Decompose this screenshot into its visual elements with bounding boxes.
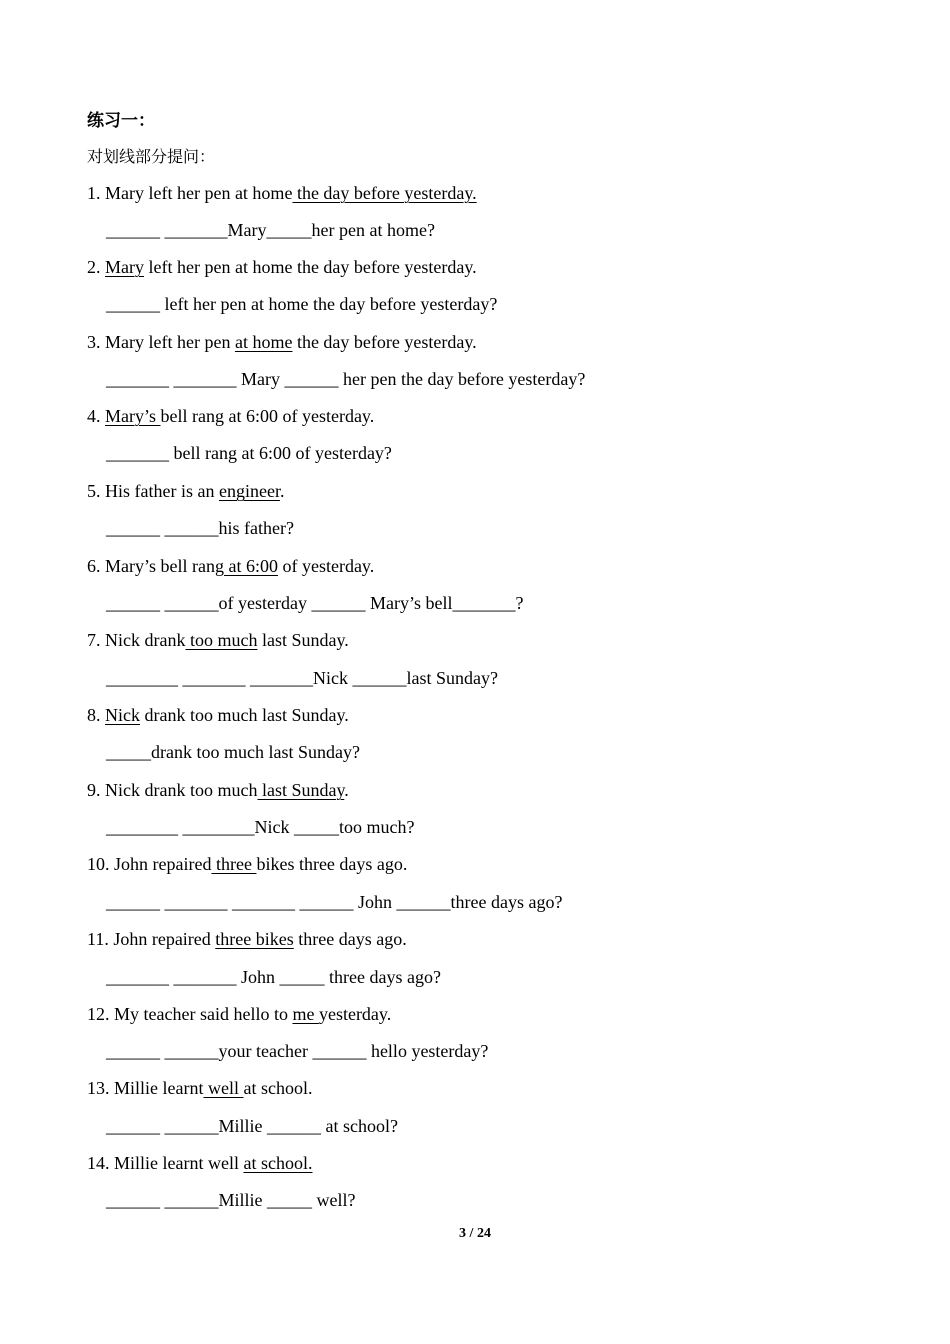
answer-line: ______ _______Mary_____her pen at home? [106, 220, 435, 240]
question-line: 10. John repaired three bikes three days ago. [87, 854, 408, 874]
answer-line: _____drank too much last Sunday? [106, 742, 360, 762]
question-line: 7. Nick drank too much last Sunday. [87, 630, 349, 650]
answer-line: ______ ______of yesterday ______ Mary’s bell_______? [106, 593, 524, 613]
question-line: 6. Mary’s bell rang at 6:00 of yesterday. [87, 556, 375, 576]
instruction-text: 对划线部分提问： [87, 147, 216, 166]
answer-line: ______ left her pen at home the day before yesterday? [106, 294, 498, 314]
question-line: 8. Nick drank too much last Sunday. [87, 705, 349, 725]
answer-line: ________ ________Nick _____too much? [106, 817, 415, 837]
answer-line: ______ ______your teacher ______ hello yesterday? [106, 1041, 489, 1061]
question-line: 1. Mary left her pen at home the day before yesterday. [87, 183, 477, 203]
question-line: 3. Mary left her pen at home the day before yesterday. [87, 332, 477, 352]
question-line: 14. Millie learnt well at school. [87, 1153, 313, 1173]
answer-line: ______ ______his father? [106, 518, 294, 538]
question-line: 11. John repaired three bikes three days ago. [87, 929, 407, 949]
exercise-heading: 练习一： [87, 111, 155, 131]
question-line: 9. Nick drank too much last Sunday. [87, 780, 349, 800]
answer-line: _______ _______ John _____ three days ago? [106, 967, 441, 987]
question-line: 2. Mary left her pen at home the day before yesterday. [87, 257, 477, 277]
answer-line: _______ _______ Mary ______ her pen the day before yesterday? [106, 369, 586, 389]
answer-line: ______ _______ _______ ______ John ______three days ago? [106, 892, 563, 912]
question-line: 5. His father is an engineer. [87, 481, 285, 501]
question-line: 13. Millie learnt well at school. [87, 1078, 313, 1098]
question-line: 4. Mary’s bell rang at 6:00 of yesterday. [87, 406, 375, 426]
answer-line: ______ ______Millie _____ well? [106, 1190, 356, 1210]
answer-line: _______ bell rang at 6:00 of yesterday? [106, 443, 392, 463]
question-line: 12. My teacher said hello to me yesterday. [87, 1004, 392, 1024]
answer-line: ________ _______ _______Nick ______last Sunday? [106, 668, 498, 688]
page-number: 3 / 24 [459, 1226, 491, 1241]
answer-line: ______ ______Millie ______ at school? [106, 1116, 398, 1136]
